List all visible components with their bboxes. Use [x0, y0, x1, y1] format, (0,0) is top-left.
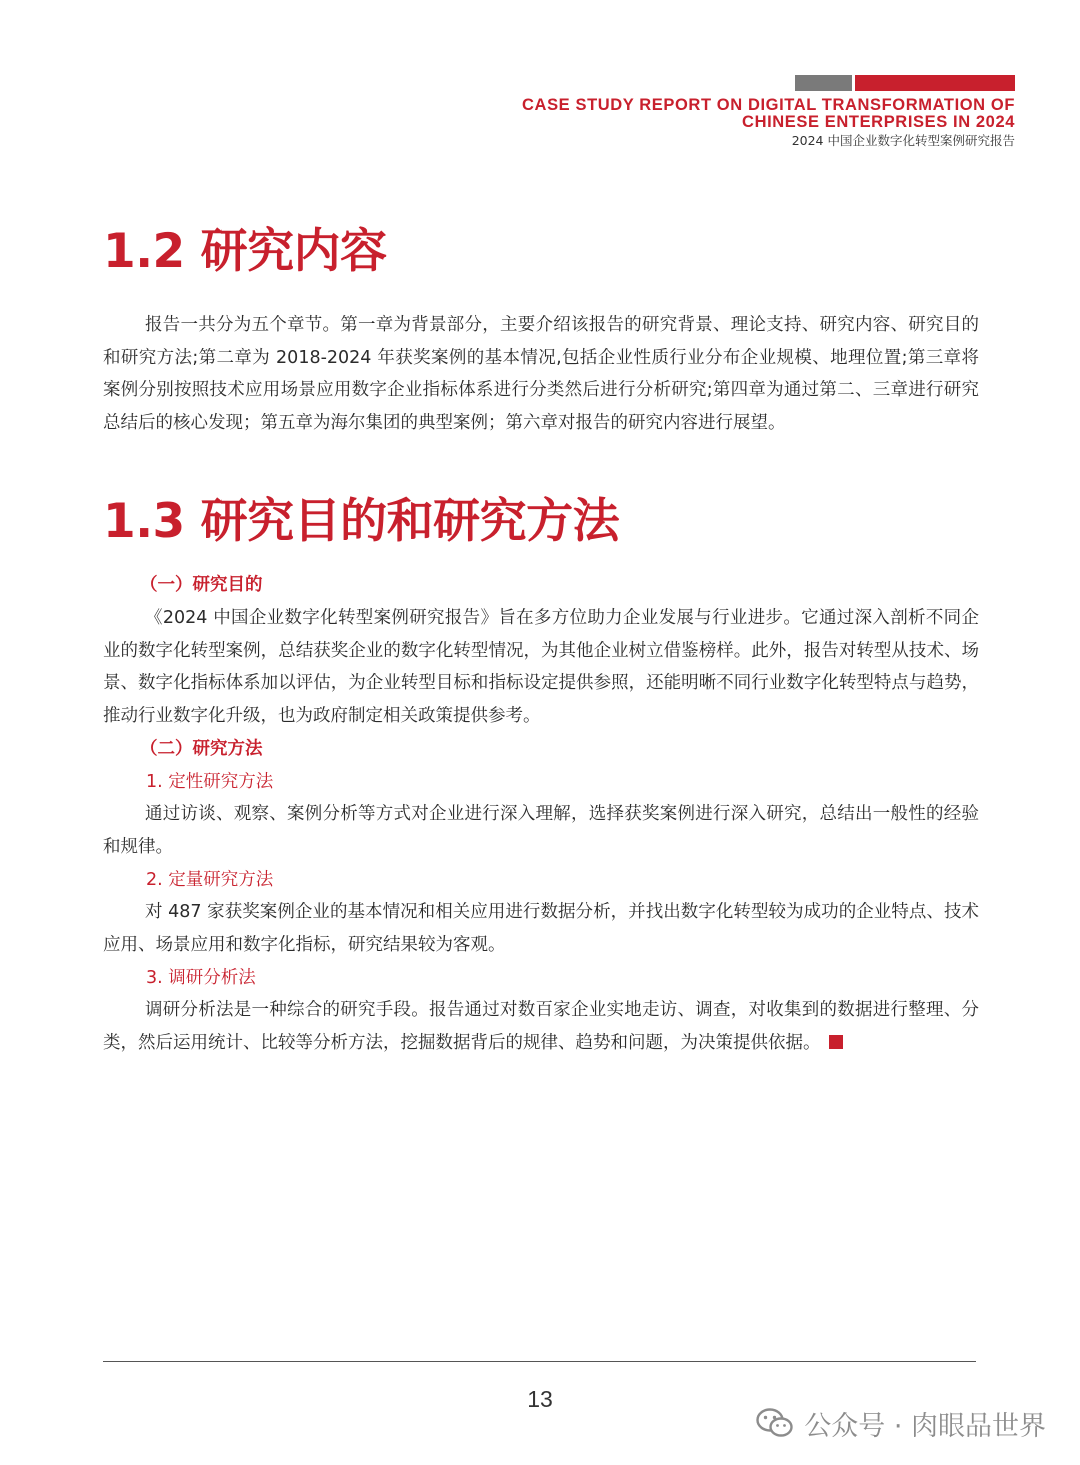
watermark-text: 公众号 · 肉眼品世界: [804, 1410, 1046, 1442]
section-1-2-heading: 1.2 研究内容: [103, 224, 387, 279]
header-red-bar: [855, 75, 1015, 91]
method1-title: 1. 定性研究方法: [146, 772, 274, 792]
method2-title: 2. 定量研究方法: [146, 870, 274, 890]
wechat-icon: [756, 1407, 794, 1439]
report-title-en: [315, 97, 1015, 131]
method3-paragraph: [103, 994, 979, 1059]
method3-text: 调研分析法是一种综合的研究手段。报告通过对数百家企业实地走访、调查，对收集到的数据进行整理、分类，然后运用统计、比较等分析方法，挖掘数据背后的规律、趋势和问题，为决策提供依据。: [103, 1000, 979, 1053]
footer-divider: [103, 1361, 976, 1362]
method2-paragraph: 对 487 家获奖案例企业的基本情况和相关应用进行数据分析，并找出数字化转型较为成功的企业特点、技术应用、场景应用和数字化指标，研究结果较为客观。: [103, 902, 979, 955]
method3-title: 3. 调研分析法: [146, 968, 256, 988]
section-1-3-heading: 1.3 研究目的和研究方法: [103, 494, 620, 549]
page-number: 13: [527, 1386, 553, 1412]
header-gray-bar: [795, 75, 852, 91]
report-title-en-line1: CASE STUDY REPORT ON DIGITAL TRANSFORMATION OF: [522, 96, 1015, 114]
report-title-cn: 2024 中国企业数字化转型案例研究报告: [791, 133, 1015, 148]
end-mark-square-icon: [829, 1035, 843, 1049]
purpose-subheading: （一）研究目的: [140, 575, 263, 595]
purpose-paragraph: 《2024 中国企业数字化转型案例研究报告》旨在多方位助力企业发展与行业进步。它通过深入剖析不同企业的数字化转型案例，总结获奖企业的数字化转型情况，为其他企业树立借鉴榜样。此外，报告对转型从技术、场景、数字化指标体系加以评估，为企业转型目标和指标设定提供参照，还能明晰不同行业数字化转型特点与趋势，推动行业数字化升级，也为政府制定相关政策提供参考。: [103, 608, 979, 726]
section-1-2-paragraph: 报告一共分为五个章节。第一章为背景部分，主要介绍该报告的研究背景、理论支持、研究内容、研究目的和研究方法;第二章为 2018-2024 年获奖案例的基本情况,包括企业性质行业分布企业规模、地理位置;第三章将案例分别按照技术应用场景应用数字企业指标体系进行分类然后进行分析研究;第四章为通过第二、三章进行研究总结后的核心发现；第五章为海尔集团的典型案例；第六章对报告的研究内容进行展望。: [103, 315, 979, 433]
methods-subheading: （二）研究方法: [140, 739, 263, 759]
method1-paragraph: 通过访谈、观察、案例分析等方式对企业进行深入理解，选择获奖案例进行深入研究，总结出一般性的经验和规律。: [103, 804, 979, 857]
report-title-en-line2: CHINESE ENTERPRISES IN 2024: [742, 113, 1015, 131]
watermark: [756, 1403, 1046, 1443]
